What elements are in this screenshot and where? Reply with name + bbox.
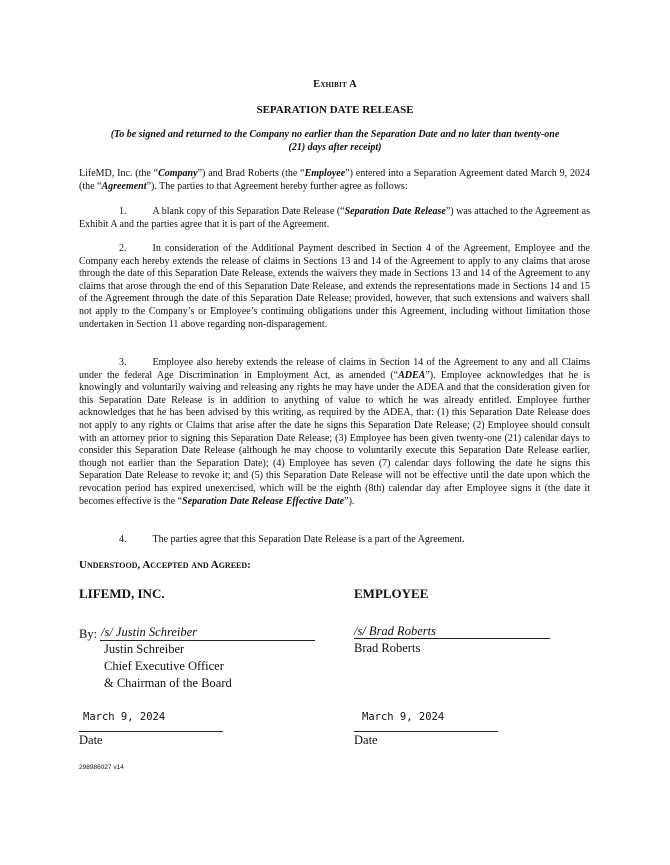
signing-instruction: (To be signed and returned to the Company no earlier than the Separation Date and no later than twenty-one (21) days after receipt) — [110, 129, 560, 153]
paragraph-4: 4. The parties agree that this Separation Date Release is a part of the Agreement. — [119, 534, 465, 545]
company-label: LIFEMD, INC. — [79, 586, 165, 601]
document-title: SEPARATION DATE RELEASE — [256, 104, 414, 116]
paragraph-3: 3. Employee also hereby extends the release of claims in Section 14 of the Agreement to any and all Claims under the federal Age Discrimination in Employment Act, as amended (“ADEA”). Employee acknowledges that he is knowingly and voluntarily waiving and releasing any rights he may have under the ADEA and that the consideration given for this Separation Date Release is in addition to anything of value to which he was already entitled. Employee further acknowledges that he has been advised by this writing, as required by the ADEA, that: (1) this Separation Date Release does not apply to any rights or Claims that arise after the date he signs this Separation Date Release; (2) Employee should consult with an attorney prior to signing this Separation Date Release; (3) Employee has been given twenty-one (21) calendar days to consider this Separation Date Release (although he may choose to voluntarily execute this Separation Date Release earlier, though not earlier than the Separation Date); (4) Employee has seven (7) calendar days following the date he signs this Separation Date Release to revoke it; and (5) this Separation Date Release will not be effective until the date upon which the revocation period has expired unexercised, which will be the eighth (8th) calendar day after Employee signs it (the date it becomes effective is the “Separation Date Release Effective Date”). — [79, 357, 591, 507]
company-signer-name: Justin Schreiber — [104, 642, 185, 656]
company-date-label: Date — [79, 733, 103, 747]
paragraph-2: 2. In consideration of the Additional Payment described in Section 4 of the Agreement, Employee and the Company each hereby extends the release of claims in Sections 13 and 14 of the Agreement to apply to any claims that arose through the date of this Separation Date Release, extends the waivers they made in Sections 13 and 14 of the Agreement to any claims that arose through the end of this Separation Date Release, and extends the representations made in Sections 14 and 15 of the Agreement through the date of this Separation Date Release; provided, however, that such extensions and waivers shall not apply to the Company’s or Employee’s continuing obligations under this Agreement, including without limitation those undertaken in Section 11 above regarding non-disparagement. — [79, 243, 590, 330]
paragraph-1: 1. A blank copy of this Separation Date Release (“Separation Date Release”) was attached to the Agreement as Exhibit A and the parties agree that it is part of the Agreement. — [79, 206, 591, 230]
exhibit-label: Exhibit A — [313, 79, 357, 90]
company-date-line — [79, 731, 223, 732]
employee-signature: /s/ Brad Roberts — [354, 624, 436, 638]
employee-date-label: Date — [354, 733, 378, 747]
employee-signature-line — [354, 638, 550, 639]
intro-paragraph: LifeMD, Inc. (the “Company”) and Brad Roberts (the “Employee”) entered into a Separation Agreement dated March 9, 2024 (the “Agreement”). The parties to that Agreement hereby further agree as follows: — [79, 168, 590, 192]
employee-date-line — [354, 731, 498, 732]
company-date-value: March 9, 2024 — [83, 711, 166, 723]
employee-label: EMPLOYEE — [354, 586, 429, 601]
company-signer-title: Chief Executive Officer — [104, 659, 224, 673]
employee-date-value: March 9, 2024 — [362, 711, 445, 723]
document-id: 298986027 v14 — [79, 764, 124, 771]
company-signer-title-2: & Chairman of the Board — [104, 676, 232, 690]
agreement-heading: Understood, Accepted and Agreed: — [79, 559, 251, 571]
company-signature: /s/ Justin Schreiber — [101, 625, 198, 639]
by-label: By: — [79, 627, 98, 641]
employee-signer-name: Brad Roberts — [354, 641, 421, 655]
